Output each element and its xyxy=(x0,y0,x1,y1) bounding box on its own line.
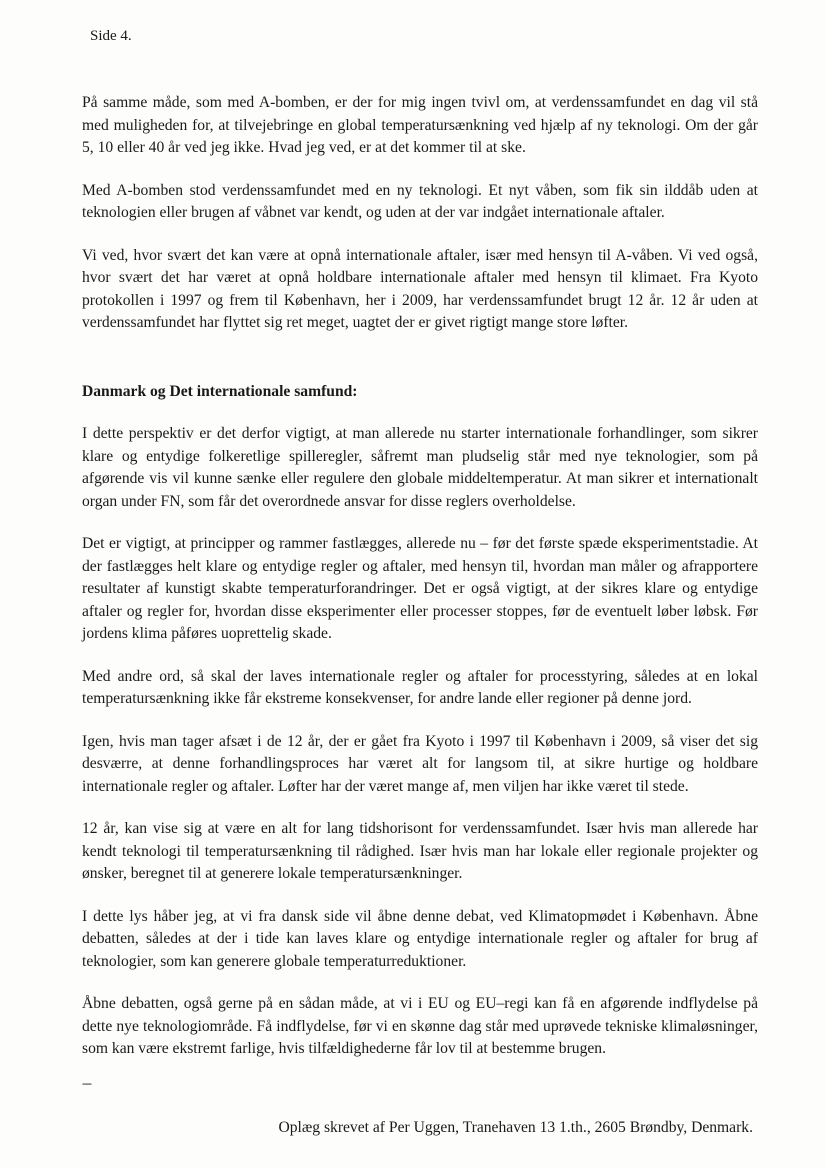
paragraph: Igen, hvis man tager afsæt i de 12 år, der er gået fra Kyoto i 1997 til København i 2009, så viser det sig desværre, at denne forhandlingsproces har været alt for langsom til, at sikre hurtige og holdbare internationale regler og aftaler. Løfter har der været mange af, men viljen har ikke været til stede. xyxy=(82,732,758,795)
paragraph: I dette perspektiv er det derfor vigtigt, at man allerede nu starter internationale forhandlinger, som sikrer klare og entydige folkeretlige spilleregler, såfremt man pludselig står med nye teknologier, som på afgørende vis vil kunne sænke eller regulere den globale middeltemperatur. At man sikrer et internationalt organ under FN, som får det overordnede ansvar for disse reglers overholdelse. xyxy=(82,425,758,510)
section-heading: Danmark og Det internationale samfund: xyxy=(82,382,358,400)
document-body xyxy=(82,92,758,1081)
page-number: Side 4. xyxy=(90,28,132,44)
paragraph: Med andre ord, så skal der laves internationale regler og aftaler for processtyring, således at en lokal temperatursænkning ikke får ekstreme konsekvenser, for andre lande eller regioner på denne jord. xyxy=(82,667,758,707)
paragraph: Vi ved, hvor svært det kan være at opnå internationale aftaler, især med hensyn til A-våben. Vi ved også, hvor svært det har været at opnå holdbare internationale aftaler med hensyn til klimaet. Fra Kyoto protokollen i 1997 og frem til København, her i 2009, har verdenssamfundet brugt 12 år. 12 år uden at verdenssamfundet har flyttet sig ret meget, uagtet der er givet rigtigt mange store løfter. xyxy=(82,246,758,331)
paragraph: Med A-bomben stod verdenssamfundet med en ny teknologi. Et nyt våben, som fik sin ilddåb uden at teknologien eller brugen af våbnet var kendt, og uden at der var indgået internationale aftaler. xyxy=(82,181,758,221)
author-footer: Oplæg skrevet af Per Uggen, Tranehaven 13 1.th., 2605 Brøndby, Denmark. xyxy=(278,1119,753,1136)
end-separator: --- xyxy=(82,1076,91,1090)
paragraph: Åbne debatten, også gerne på en sådan måde, at vi i EU og EU–regi kan få en afgørende indflydelse på dette nye teknologiområde. Få indflydelse, før vi en skønne dag står med uprøvede tekniske klimaløsninger, som kan være ekstremt farlige, hvis tilfældighederne får lov til at bestemme brugen. xyxy=(82,995,758,1057)
paragraph: Det er vigtigt, at principper og rammer fastlægges, allerede nu – før det første spæde eksperimentstadie. At der fastlægges helt klare og entydige regler og aftaler, med hensyn til, hvordan man måler og afrapportere resultater af kunstigt skabte temperaturforandringer. Det er også vigtigt, at der sikres klare og entydige aftaler og regler for, hvordan disse eksperimenter eller processer stoppes, før de eventuelt løber løbsk. Før jordens klima påføres uoprettelig skade. xyxy=(82,535,758,642)
paragraph: 12 år, kan vise sig at være en alt for lang tidshorisont for verdenssamfundet. Især hvis man allerede har kendt teknologi til temperatursænkning til rådighed. Især hvis man har lokale eller regionale projekter og ønsker, beregnet til at generere lokale temperatursænkninger. xyxy=(82,820,758,882)
paragraph: I dette lys håber jeg, at vi fra dansk side vil åbne denne debat, ved Klimatopmødet i København. Åbne debatten, således at der i tide kan laves klare og entydige internationale regler og aftaler for brug af teknologier, som kan generere globale temperaturreduktioner. xyxy=(82,907,758,970)
paragraph: På samme måde, som med A-bomben, er der for mig ingen tvivl om, at verdenssamfundet en dag vil stå med muligheden for, at tilvejebringe en global temperatursænkning ved hjælp af ny teknologi. Om der går 5, 10 eller 40 år ved jeg ikke. Hvad jeg ved, er at det kommer til at ske. xyxy=(82,94,758,156)
